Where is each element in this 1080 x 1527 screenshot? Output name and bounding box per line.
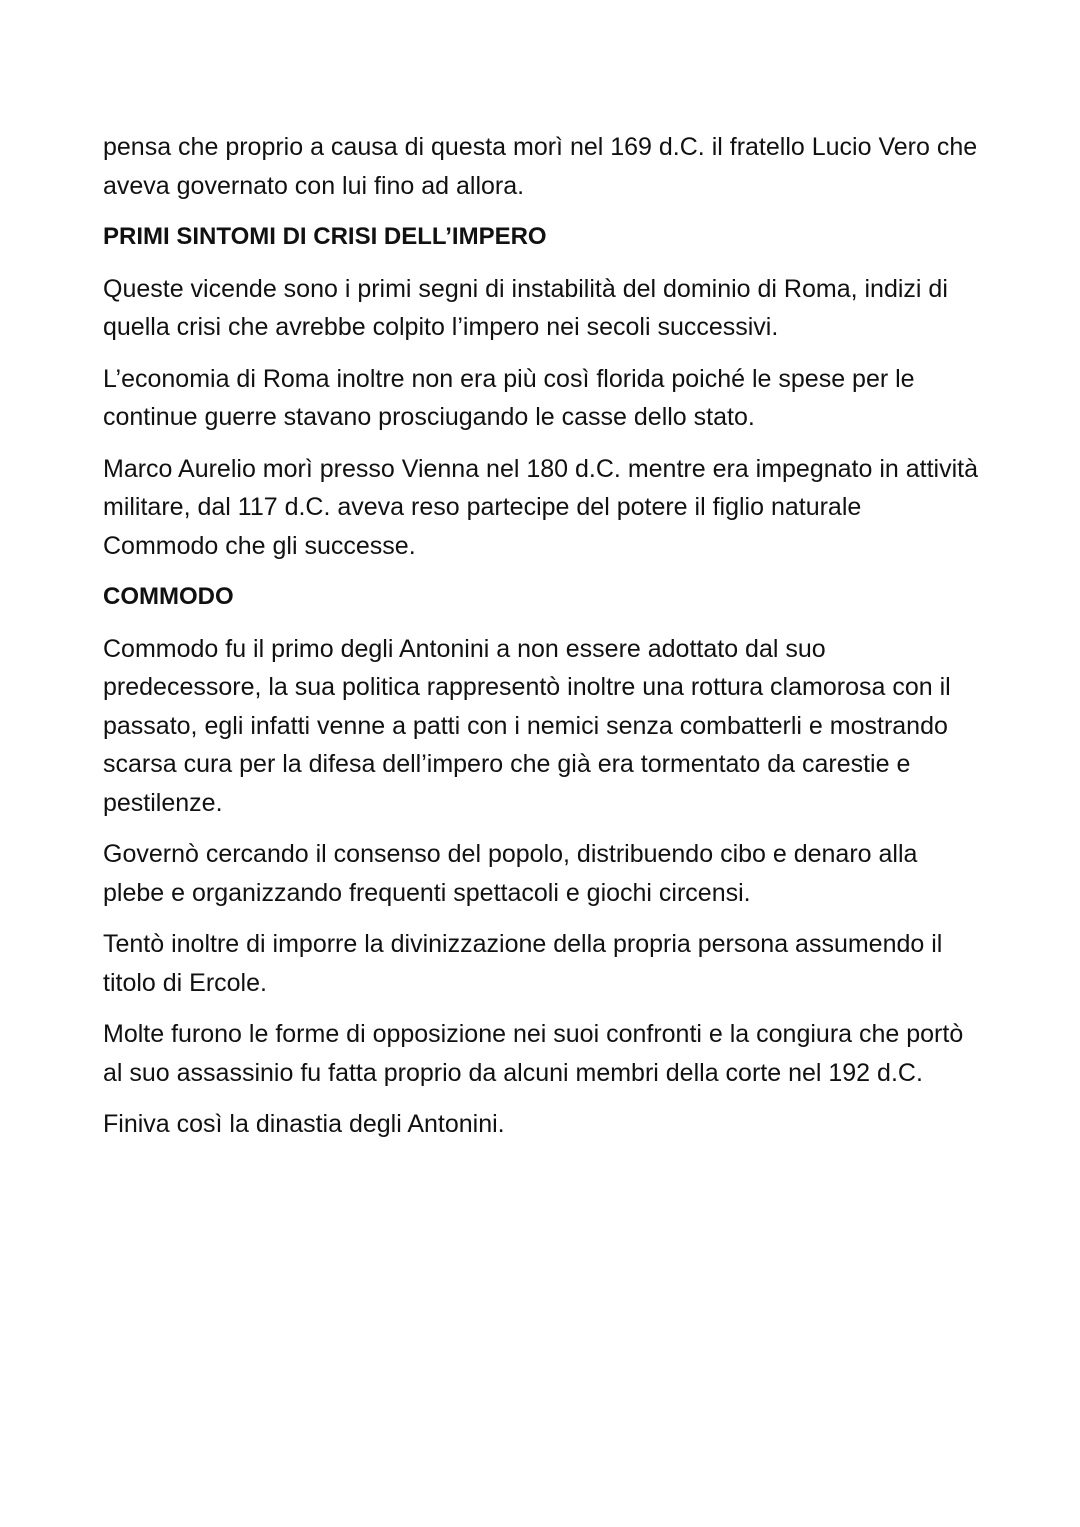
paragraph-commodo-politica: Commodo fu il primo degli Antonini a non essere adottato dal suo predecessore, la sua politica rappresentò inoltre una rottura clamorosa con il passato, egli infatti venne a patti con i nemici senza combatterli e mostrando scarsa cura per la difesa dell’impero che già era tormentato da carestie e pestilenze. [103,634,951,817]
document-page [103,128,983,1157]
paragraph-economia: L’economia di Roma inoltre non era più così florida poiché le spese per le continue guerre stavano prosciugando le casse dello stato. [103,364,915,431]
paragraph-congiura: Molte furono le forme di opposizione nei suoi confronti e la congiura che portò al suo assassinio fu fatta proprio da alcuni membri della corte nel 192 d.C. [103,1020,964,1087]
paragraph-consenso-popolo: Governò cercando il consenso del popolo, distribuendo cibo e denaro alla plebe e organizzando frequenti spettacoli e giochi circensi. [103,840,918,907]
paragraph-fine-dinastia: Finiva così la dinastia degli Antonini. [103,1110,505,1138]
paragraph-divinizzazione: Tentò inoltre di imporre la divinizzazione della propria persona assumendo il titolo di Ercole. [103,930,943,997]
paragraph-marco-aurelio: Marco Aurelio morì presso Vienna nel 180 d.C. mentre era impegnato in attività militare, dal 117 d.C. aveva reso partecipe del potere il figlio naturale Commodo che gli successe. [103,454,978,560]
section-heading-commodo: COMMODO [103,583,234,610]
paragraph-lucio-vero: pensa che proprio a causa di questa morì nel 169 d.C. il fratello Lucio Vero che aveva governato con lui fino ad allora. [103,133,978,200]
paragraph-instabilita: Queste vicende sono i primi segni di instabilità del dominio di Roma, indizi di quella crisi che avrebbe colpito l’impero nei secoli successivi. [103,274,948,341]
section-heading-crisi: PRIMI SINTOMI DI CRISI DELL’IMPERO [103,223,547,250]
